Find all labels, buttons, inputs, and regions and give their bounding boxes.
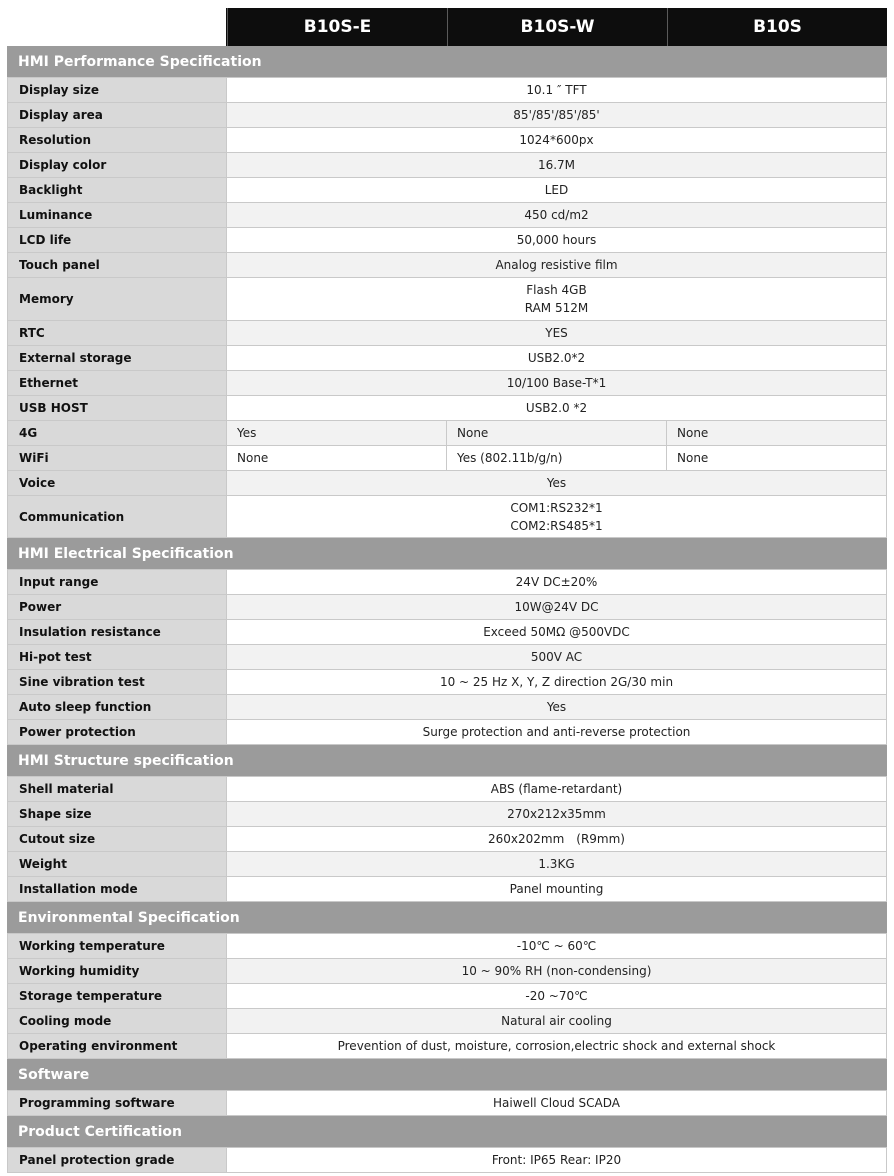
row-label: Power protection	[7, 720, 227, 744]
row-value: Panel mounting	[227, 877, 887, 901]
row-label: RTC	[7, 321, 227, 345]
row-label: Memory	[7, 278, 227, 320]
row-value: 1024*600px	[227, 128, 887, 152]
row-label: Display area	[7, 103, 227, 127]
row-value: 85'/85'/85'/85'	[227, 103, 887, 127]
table-row	[7, 471, 887, 496]
row-label: Storage temperature	[7, 984, 227, 1008]
table-row	[7, 959, 887, 984]
row-label: Working humidity	[7, 959, 227, 983]
row-value: Yes	[227, 695, 887, 719]
table-row	[7, 620, 887, 645]
column-header-b10s: B10S	[667, 8, 887, 46]
row-value: 10 ~ 25 Hz X, Y, Z direction 2G/30 min	[227, 670, 887, 694]
row-value: LED	[227, 178, 887, 202]
row-label: External storage	[7, 346, 227, 370]
row-label: Luminance	[7, 203, 227, 227]
row-value: -10℃ ~ 60℃	[227, 934, 887, 958]
section-header: HMI Electrical Specification	[7, 538, 887, 570]
row-label: Sine vibration test	[7, 670, 227, 694]
header-corner	[7, 8, 227, 46]
row-label: Display size	[7, 78, 227, 102]
row-label: Panel protection grade	[7, 1148, 227, 1172]
row-label: Working temperature	[7, 934, 227, 958]
table-row	[7, 777, 887, 802]
table-row	[7, 321, 887, 346]
section-header: HMI Performance Specification	[7, 46, 887, 78]
row-value: Haiwell Cloud SCADA	[227, 1091, 887, 1115]
row-value	[227, 496, 887, 537]
row-label: 4G	[7, 421, 227, 445]
table-row	[7, 1009, 887, 1034]
row-value: Front: IP65 Rear: IP20	[227, 1148, 887, 1172]
table-row	[7, 827, 887, 852]
table-row	[7, 278, 887, 321]
table-row	[7, 802, 887, 827]
row-cell: None	[447, 421, 667, 445]
row-label: Cutout size	[7, 827, 227, 851]
row-value: 260x202mm (R9mm)	[227, 827, 887, 851]
section-header: Environmental Specification	[7, 902, 887, 934]
row-value: Surge protection and anti-reverse protection	[227, 720, 887, 744]
row-label: Auto sleep function	[7, 695, 227, 719]
row-label: Power	[7, 595, 227, 619]
row-label: Insulation resistance	[7, 620, 227, 644]
row-value: 24V DC±20%	[227, 570, 887, 594]
table-row	[7, 1091, 887, 1116]
row-value: Analog resistive film	[227, 253, 887, 277]
table-row	[7, 1034, 887, 1059]
spec-table	[7, 8, 887, 1173]
section-header: Software	[7, 1059, 887, 1091]
table-row	[7, 396, 887, 421]
table-row	[7, 496, 887, 538]
table-row	[7, 346, 887, 371]
row-label: Shape size	[7, 802, 227, 826]
table-row	[7, 934, 887, 959]
table-row	[7, 695, 887, 720]
table-row	[7, 570, 887, 595]
row-value: Natural air cooling	[227, 1009, 887, 1033]
row-value: 10/100 Base-T*1	[227, 371, 887, 395]
row-value: 10.1 ″ TFT	[227, 78, 887, 102]
row-value: 500V AC	[227, 645, 887, 669]
row-value-line: COM1:RS232*1	[510, 500, 603, 515]
table-header	[7, 8, 887, 46]
row-value: 270x212x35mm	[227, 802, 887, 826]
row-cell: None	[667, 421, 887, 445]
row-value: 16.7M	[227, 153, 887, 177]
table-row	[7, 877, 887, 902]
table-row	[7, 670, 887, 695]
row-value: USB2.0 *2	[227, 396, 887, 420]
row-value: -20 ~70℃	[227, 984, 887, 1008]
row-label: Ethernet	[7, 371, 227, 395]
row-value: 1.3KG	[227, 852, 887, 876]
row-cell: Yes	[227, 421, 447, 445]
table-row	[7, 128, 887, 153]
row-label: Operating environment	[7, 1034, 227, 1058]
row-value: 50,000 hours	[227, 228, 887, 252]
row-label: Resolution	[7, 128, 227, 152]
row-cell: None	[667, 446, 887, 470]
row-value: ABS (flame-retardant)	[227, 777, 887, 801]
row-cell: None	[227, 446, 447, 470]
row-value: 10 ~ 90% RH (non-condensing)	[227, 959, 887, 983]
table-row	[7, 852, 887, 877]
row-label: Communication	[7, 496, 227, 537]
row-value-line: RAM 512M	[524, 301, 589, 315]
table-row	[7, 153, 887, 178]
table-row	[7, 203, 887, 228]
row-label: Hi-pot test	[7, 645, 227, 669]
table-row	[7, 720, 887, 745]
table-row	[7, 446, 887, 471]
column-header-b10s-w: B10S-W	[447, 8, 667, 46]
table-row	[7, 645, 887, 670]
table-row	[7, 228, 887, 253]
row-value: 10W@24V DC	[227, 595, 887, 619]
row-label: Programming software	[7, 1091, 227, 1115]
row-value	[227, 278, 887, 320]
row-label: WiFi	[7, 446, 227, 470]
row-value-line: COM2:RS485*1	[510, 518, 603, 533]
row-value: Yes	[227, 471, 887, 495]
row-value: 450 cd/m2	[227, 203, 887, 227]
table-row	[7, 178, 887, 203]
table-row	[7, 1148, 887, 1173]
row-value: YES	[227, 321, 887, 345]
row-label: Touch panel	[7, 253, 227, 277]
row-value: Prevention of dust, moisture, corrosion,electric shock and external shock	[227, 1034, 887, 1058]
row-value: Exceed 50MΩ @500VDC	[227, 620, 887, 644]
table-row	[7, 595, 887, 620]
row-label: USB HOST	[7, 396, 227, 420]
section-header: HMI Structure specification	[7, 745, 887, 777]
section-header: Product Certification	[7, 1116, 887, 1148]
table-body	[7, 46, 887, 1173]
row-value-line: Flash 4GB	[526, 283, 587, 297]
row-label: Installation mode	[7, 877, 227, 901]
row-label: Shell material	[7, 777, 227, 801]
row-label: Backlight	[7, 178, 227, 202]
table-row	[7, 103, 887, 128]
row-label: Voice	[7, 471, 227, 495]
table-row	[7, 421, 887, 446]
table-row	[7, 984, 887, 1009]
row-label: LCD life	[7, 228, 227, 252]
table-row	[7, 78, 887, 103]
row-label: Cooling mode	[7, 1009, 227, 1033]
table-row	[7, 371, 887, 396]
row-cell: Yes (802.11b/g/n)	[447, 446, 667, 470]
row-label: Display color	[7, 153, 227, 177]
table-row	[7, 253, 887, 278]
row-label: Input range	[7, 570, 227, 594]
row-label: Weight	[7, 852, 227, 876]
column-header-b10s-e: B10S-E	[227, 8, 447, 46]
row-value: USB2.0*2	[227, 346, 887, 370]
